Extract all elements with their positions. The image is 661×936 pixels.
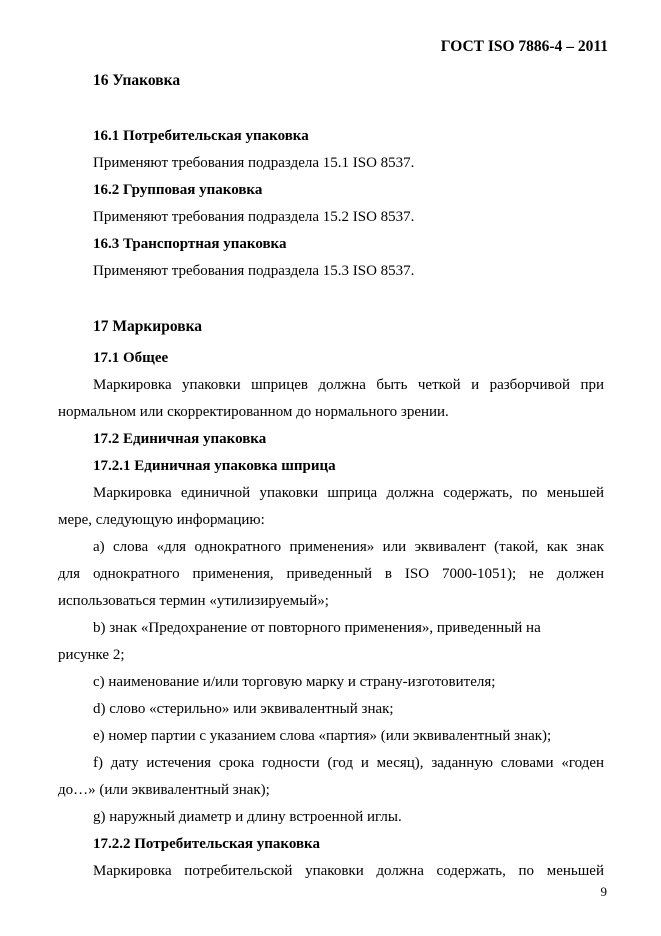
item-a-line-1: а) слова «для однократного применения» или эквивалент (такой, как знак [93,539,604,555]
item-d: d) слово «стерильно» или эквивалентный знак; [93,701,394,717]
subsection-17-1-title: 17.1 Общее [93,350,169,366]
document-code-header: ГОСТ ISO 7886-4 – 2011 [440,38,608,55]
subsection-17-2-2-title: 17.2.2 Потребительская упаковка [93,836,320,852]
item-b-line-2: рисунке 2; [58,647,125,663]
subsection-17-2-1-line-2: мере, следующую информацию: [58,512,265,528]
subsection-17-2-title: 17.2 Единичная упаковка [93,431,267,447]
subsection-17-1-line-1: Маркировка упаковки шприцев должна быть четкой и разборчивой при [93,377,604,393]
item-g: g) наружный диаметр и длину встроенной иглы. [93,809,402,825]
section-16-title: 16 Упаковка [93,72,181,89]
subsection-17-2-1-title: 17.2.1 Единичная упаковка шприца [93,458,336,474]
item-e: e) номер партии с указанием слова «партия» (или эквивалентный знак); [93,728,552,744]
item-b-line-1: b) знак «Предохранение от повторного применения», приведенный на [93,620,541,636]
item-a-line-3: использоваться термин «утилизируемый»; [58,593,329,609]
subsection-16-2-text: Применяют требования подраздела 15.2 ISO 8537. [93,209,415,225]
subsection-16-3-text: Применяют требования подраздела 15.3 ISO 8537. [93,263,415,279]
item-f-line-1: f) дату истечения срока годности (год и месяц), заданную словами «годен [93,755,604,771]
subsection-16-2-title: 16.2 Групповая упаковка [93,182,263,198]
page-number: 9 [600,884,607,899]
subsection-17-1-line-2: нормальном или скорректированном до нормального зрении. [58,404,449,420]
section-17-title: 17 Маркировка [93,318,203,335]
item-a-line-2: для однократного применения, приведенный в ISO 7000-1051); не должен [58,566,604,582]
subsection-16-1-text: Применяют требования подраздела 15.1 ISO 8537. [93,155,415,171]
item-f-line-2: до…» (или эквивалентный знак); [58,782,270,798]
subsection-17-2-2-line-1: Маркировка потребительской упаковки должна содержать, по меньшей [93,863,604,879]
subsection-16-3-title: 16.3 Транспортная упаковка [93,236,287,252]
subsection-16-1-title: 16.1 Потребительская упаковка [93,128,309,144]
subsection-17-2-1-line-1: Маркировка единичной упаковки шприца должна содержать, по меньшей [93,485,604,501]
item-c: c) наименование и/или торговую марку и страну-изготовителя; [93,674,496,690]
